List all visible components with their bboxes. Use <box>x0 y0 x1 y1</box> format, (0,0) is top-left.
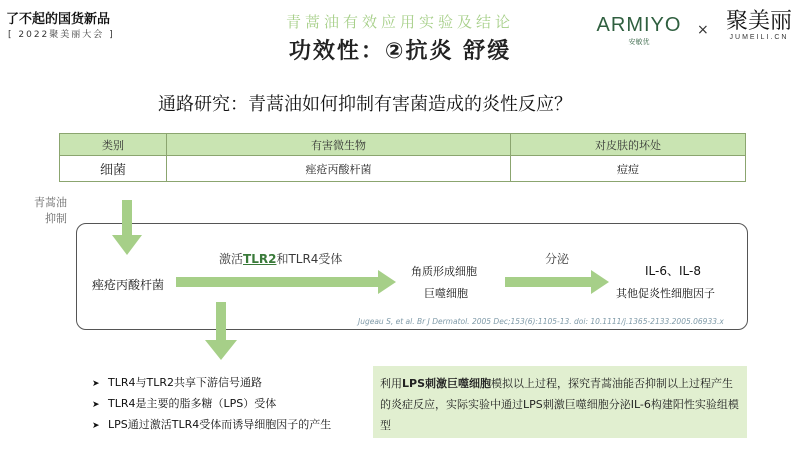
list-item <box>92 374 331 395</box>
jumeili-logo <box>721 10 797 41</box>
table-header-microbe: 有害微生物 <box>167 134 511 156</box>
list-item <box>92 395 331 416</box>
corner-title: 了不起的国货新品 <box>6 12 111 27</box>
table-cell-harm: 痘痘 <box>511 156 746 182</box>
armiyo-logo-subtext: 安敏优 <box>628 38 650 46</box>
bullet-list <box>92 374 331 437</box>
table-row <box>60 156 746 182</box>
citation: Jugeau S, et al. Br J Dermatol. 2005 Dec;153(6):1105-13. doi: 10.1111/j.1365-2133.2005.06933.x <box>358 317 724 326</box>
table-cell-category: 细菌 <box>60 156 167 182</box>
node-keratinocyte: 角质形成细胞 <box>411 265 477 278</box>
bullet-arrow-icon: ➤ <box>92 421 100 431</box>
conclusion-box <box>373 366 747 438</box>
node-bacteria: 痤疮丙酸杆菌 <box>92 278 165 292</box>
microbe-table <box>59 133 746 182</box>
research-question: 通路研究：青蒿油如何抑制有害菌造成的炎性反应？ <box>158 94 572 115</box>
inhibit-label-line1: 青蒿油 <box>34 196 67 209</box>
armiyo-logo-text: ARMIYO <box>596 14 682 36</box>
armiyo-logo <box>591 14 687 47</box>
activate-label <box>219 250 342 267</box>
activate-label-post: 和TLR4受体 <box>276 252 343 266</box>
bullet-arrow-icon: ➤ <box>92 379 100 389</box>
activate-label-tlr2: TLR2 <box>243 252 277 266</box>
inhibit-label <box>27 195 67 227</box>
bullet-text: TLR4与TLR2共享下游信号通路 <box>108 376 262 389</box>
list-item <box>92 416 331 437</box>
times-symbol: × <box>697 22 709 38</box>
inhibit-label-line2: 抑制 <box>45 212 67 225</box>
slide-main-title: 功效性：②抗炎 舒缓 <box>288 39 512 64</box>
table-header-row <box>60 134 746 156</box>
bullet-arrow-icon: ➤ <box>92 400 100 410</box>
table-cell-microbe: 痤疮丙酸杆菌 <box>167 156 511 182</box>
bullet-text: TLR4是主要的脂多糖（LPS）受体 <box>108 397 277 410</box>
conclusion-bold: LPS刺激巨噬细胞 <box>402 377 491 390</box>
node-macrophage: 巨噬细胞 <box>424 287 468 300</box>
secrete-label: 分泌 <box>545 252 570 266</box>
table-header-category: 类别 <box>60 134 167 156</box>
corner-subtitle: [ 2022聚美丽大会 ] <box>8 30 115 40</box>
bullet-text: LPS通过激活TLR4受体而诱导细胞因子的产生 <box>108 418 332 431</box>
slide-section-title: 青蒿油有效应用实验及结论 <box>285 13 514 31</box>
activate-label-pre: 激活 <box>219 252 244 266</box>
node-interleukins: IL-6、IL-8 <box>645 264 701 278</box>
jumeili-logo-text: 聚美丽 <box>725 9 792 34</box>
jumeili-logo-subtext: JUMEILI.CN <box>729 34 789 41</box>
conclusion-pre: 利用 <box>380 377 402 390</box>
conclusion-post: 模拟以上过程，探究青蒿油能否抑制以上过程产生的炎症反应，实际实验中通过LPS刺激巨噬细胞分泌IL-6构建阳性实验组模型 <box>380 377 739 432</box>
node-cytokines: 其他促炎性细胞因子 <box>616 287 715 300</box>
table-header-harm: 对皮肤的坏处 <box>511 134 746 156</box>
